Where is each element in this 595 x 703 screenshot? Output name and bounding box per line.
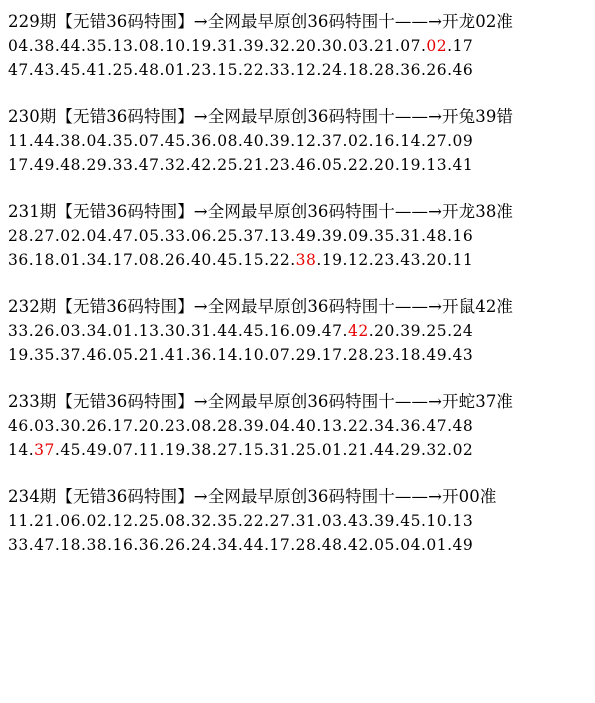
period-header: 231期【无错36码特围】→全网最早原创36码特围十——→开龙38准 xyxy=(8,202,514,221)
period-header: 232期【无错36码特围】→全网最早原创36码特围十——→开鼠42准 xyxy=(8,297,514,316)
hit-number: 37 xyxy=(34,441,55,459)
hit-number: 42 xyxy=(347,322,369,340)
number-row xyxy=(8,438,593,462)
hit-number: 02 xyxy=(426,37,448,55)
prediction-document xyxy=(8,10,593,580)
number-row xyxy=(8,58,593,82)
number-row xyxy=(8,533,593,557)
number-sequence: 46.03.30.26.17.20.23.08.28.39.04.40.13.22.34.36.47.48 xyxy=(8,417,474,435)
number-sequence: 47.43.45.41.25.48.01.23.15.22.33.12.24.18.28.36.26.46 xyxy=(8,61,474,79)
number-row xyxy=(8,414,593,438)
number-sequence-tail: .19.12.23.43.20.11 xyxy=(316,251,474,269)
period-header: 230期【无错36码特围】→全网最早原创36码特围十——→开兔39错 xyxy=(8,107,514,126)
number-sequence: 11.44.38.04.35.07.45.36.08.40.39.12.37.02.16.14.27.09 xyxy=(8,132,474,150)
number-sequence: 36.18.01.34.17.08.26.40.45.15.22. xyxy=(8,251,296,269)
number-row xyxy=(8,248,593,272)
period-block-232 xyxy=(8,295,593,367)
period-header: 233期【无错36码特围】→全网最早原创36码特围十——→开蛇37准 xyxy=(8,392,514,411)
number-sequence: 04.38.44.35.13.08.10.19.31.39.32.20.30.03.21.07. xyxy=(8,37,427,55)
number-sequence: 11.21.06.02.12.25.08.32.35.22.27.31.03.43.39.45.10.13 xyxy=(8,512,474,530)
number-sequence-tail: .45.49.07.11.19.38.27.15.31.25.01.21.44.29.32.02 xyxy=(54,441,474,459)
number-sequence-tail: .20.39.25.24 xyxy=(368,322,474,340)
number-sequence: 28.27.02.04.47.05.33.06.25.37.13.49.39.09.35.31.48.16 xyxy=(8,227,474,245)
number-row xyxy=(8,319,593,343)
number-sequence: 14. xyxy=(8,441,35,459)
number-row xyxy=(8,224,593,248)
number-sequence: 33.26.03.34.01.13.30.31.44.45.16.09.47. xyxy=(8,322,348,340)
period-header: 229期【无错36码特围】→全网最早原创36码特围十——→开龙02准 xyxy=(8,12,514,31)
number-sequence: 17.49.48.29.33.47.32.42.25.21.23.46.05.22.20.19.13.41 xyxy=(8,156,474,174)
number-row xyxy=(8,129,593,153)
period-header: 234期【无错36码特围】→全网最早原创36码特围十——→开00准 xyxy=(8,487,497,506)
number-row xyxy=(8,509,593,533)
number-sequence: 33.47.18.38.16.36.26.24.34.44.17.28.48.42.05.04.01.49 xyxy=(8,536,474,554)
period-block-233 xyxy=(8,390,593,462)
period-block-234 xyxy=(8,485,593,557)
number-row xyxy=(8,34,593,58)
number-sequence: 19.35.37.46.05.21.41.36.14.10.07.29.17.28.23.18.49.43 xyxy=(8,346,474,364)
number-row xyxy=(8,153,593,177)
period-block-230 xyxy=(8,105,593,177)
number-row xyxy=(8,343,593,367)
hit-number: 38 xyxy=(295,251,317,269)
number-sequence-tail: .17 xyxy=(447,37,474,55)
period-block-231 xyxy=(8,200,593,272)
period-block-229 xyxy=(8,10,593,82)
